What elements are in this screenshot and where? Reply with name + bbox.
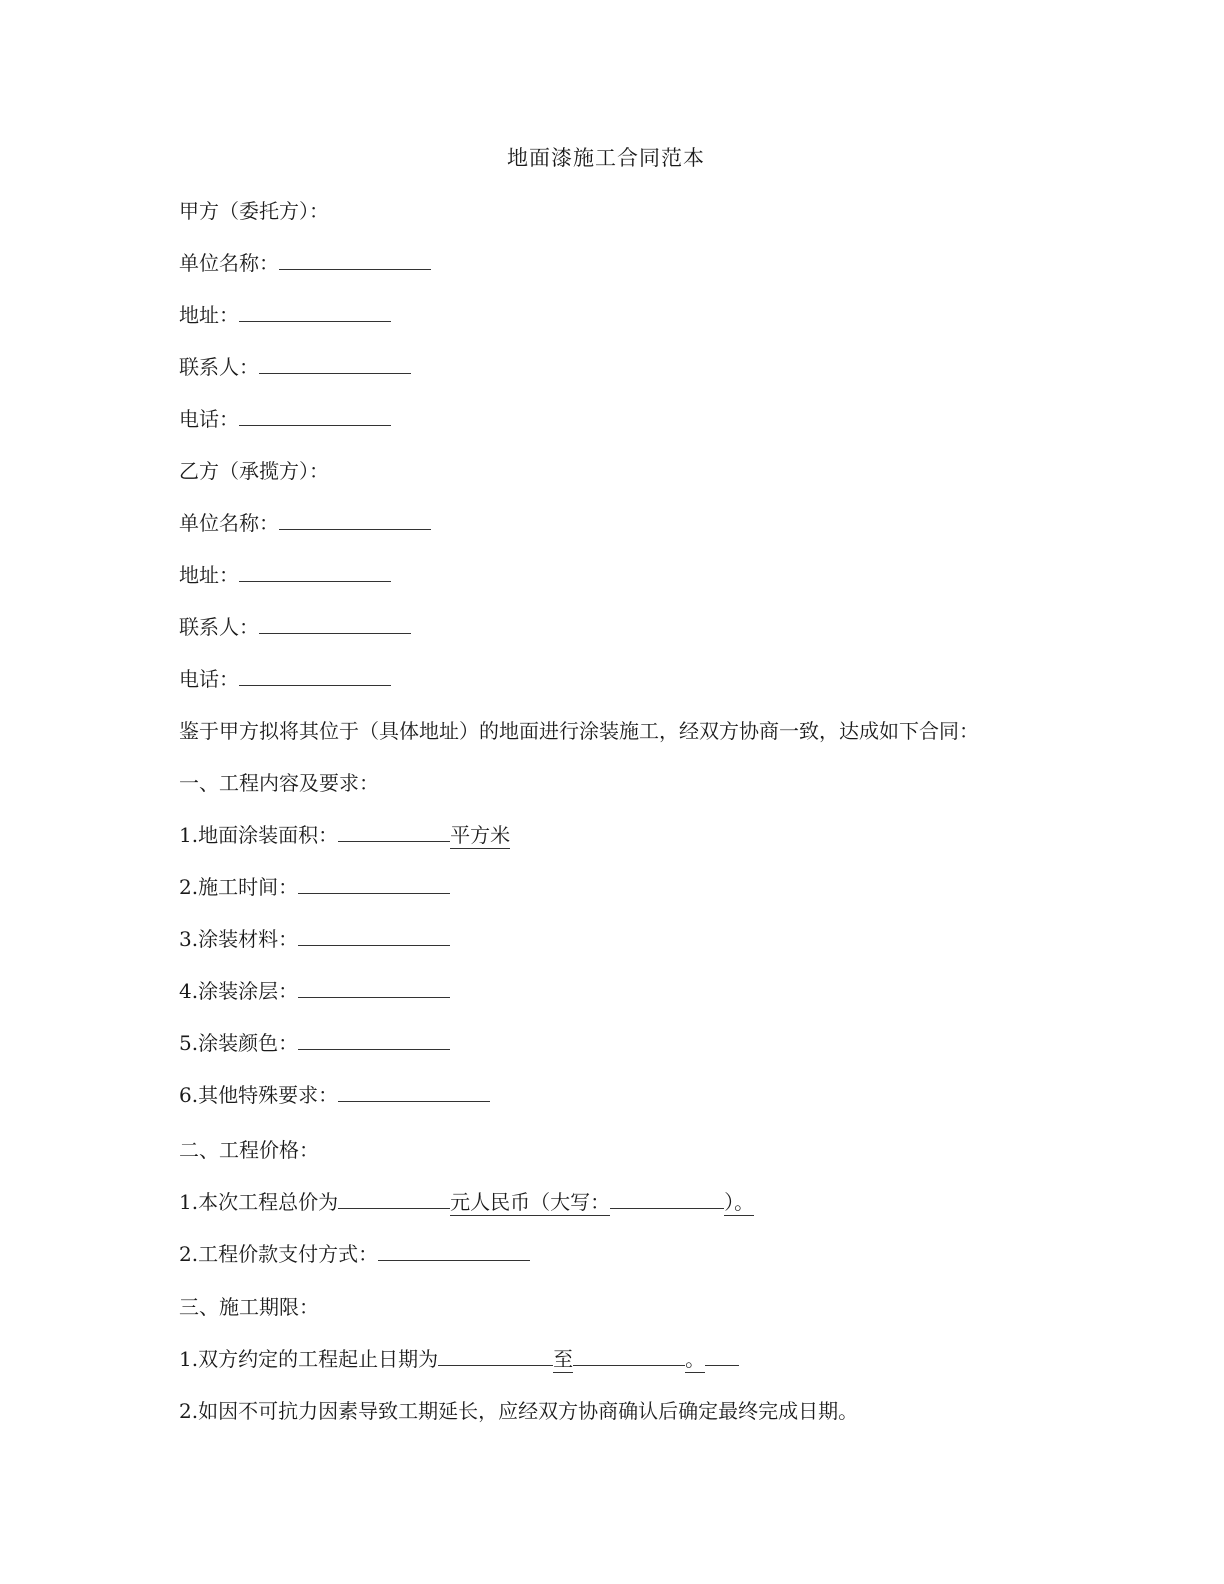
area-line	[179, 818, 510, 852]
material-label: 3.涂装材料：	[179, 927, 299, 951]
party-b-unit-blank	[279, 509, 431, 530]
party-b-contact-blank	[259, 613, 411, 634]
total-amount-blank	[338, 1188, 450, 1209]
dates-end: 。	[685, 1347, 706, 1371]
preamble-text: 鉴于甲方拟将其位于（具体地址）的地面进行涂装施工，经双方协商一致，达成如下合同：	[179, 719, 979, 743]
time-label: 2.施工时间：	[179, 875, 299, 899]
total-uppercase-blank	[610, 1188, 724, 1209]
section1-heading: 一、工程内容及要求：	[179, 771, 379, 795]
party-b-address-blank	[239, 561, 391, 582]
end-date-blank	[573, 1345, 685, 1366]
payment-blank	[378, 1240, 530, 1261]
party-b-unit-label: 单位名称：	[179, 511, 279, 535]
color-line	[179, 1026, 450, 1060]
party-b-phone-label: 电话：	[179, 667, 239, 691]
layer-blank	[298, 977, 450, 998]
party-b-phone-blank	[239, 665, 391, 686]
start-date-blank	[438, 1345, 553, 1366]
party-b-contact-line	[179, 610, 411, 644]
party-a-unit-label: 单位名称：	[179, 251, 279, 275]
color-label: 5.涂装颜色：	[179, 1031, 299, 1055]
total-currency: 元人民币（大写：	[450, 1190, 611, 1214]
party-a-unit-blank	[279, 249, 431, 270]
area-label: 1.地面涂装面积：	[179, 823, 339, 847]
dates-line	[179, 1342, 739, 1376]
party-b-address-line	[179, 558, 391, 592]
dates-tail-blank	[705, 1345, 739, 1366]
party-a-contact-blank	[259, 353, 411, 374]
color-blank	[298, 1029, 450, 1050]
section2-heading: 二、工程价格：	[179, 1138, 319, 1162]
party-a-contact-label: 联系人：	[179, 355, 259, 379]
time-line	[179, 870, 450, 904]
other-blank	[338, 1081, 490, 1102]
party-b-phone-line	[179, 662, 391, 696]
other-line	[179, 1078, 490, 1112]
party-a-unit-line	[179, 246, 431, 280]
party-b-address-label: 地址：	[179, 563, 239, 587]
party-a-address-blank	[239, 301, 391, 322]
total-suffix: ）。	[724, 1190, 755, 1214]
layer-line	[179, 974, 450, 1008]
party-a-phone-label: 电话：	[179, 407, 239, 431]
layer-label: 4.涂装涂层：	[179, 979, 299, 1003]
party-a-phone-line	[179, 402, 391, 436]
party-b-contact-label: 联系人：	[179, 615, 259, 639]
payment-label: 2.工程价款支付方式：	[179, 1242, 379, 1266]
payment-line	[179, 1237, 530, 1271]
time-blank	[298, 873, 450, 894]
material-blank	[298, 925, 450, 946]
total-prefix: 1.本次工程总价为	[179, 1190, 339, 1214]
party-b-heading: 乙方（承揽方）：	[179, 459, 329, 483]
party-a-contact-line	[179, 350, 411, 384]
party-a-address-label: 地址：	[179, 303, 239, 327]
area-blank	[338, 821, 450, 842]
party-a-address-line	[179, 298, 391, 332]
material-line	[179, 922, 450, 956]
area-unit-underlined	[450, 823, 510, 849]
party-a-heading: 甲方（委托方）：	[179, 199, 329, 223]
dates-to: 至	[553, 1347, 574, 1371]
party-a-phone-blank	[239, 405, 391, 426]
total-price-line	[179, 1185, 754, 1219]
section3-heading: 三、施工期限：	[179, 1295, 319, 1319]
document-title: 地面漆施工合同范本	[507, 146, 705, 170]
dates-prefix: 1.双方约定的工程起止日期为	[179, 1347, 439, 1371]
party-b-unit-line	[179, 506, 431, 540]
extension-clause: 2.如因不可抗力因素导致工期延长，应经双方协商确认后确定最终完成日期。	[179, 1399, 859, 1423]
area-unit-part1: 平方米	[450, 823, 511, 847]
other-label: 6.其他特殊要求：	[179, 1083, 339, 1107]
